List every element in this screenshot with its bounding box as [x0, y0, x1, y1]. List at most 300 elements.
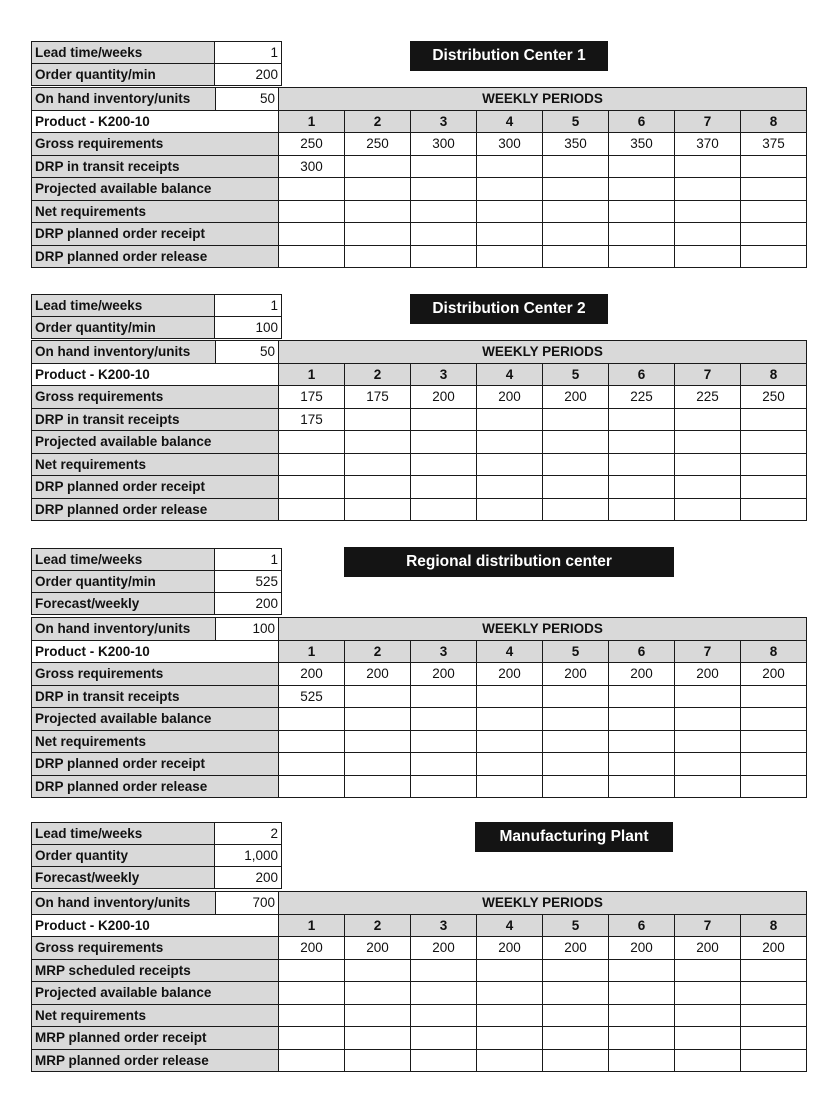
table-row — [32, 200, 807, 223]
grid-cell[interactable] — [477, 431, 543, 454]
grid-cell[interactable] — [477, 178, 543, 201]
grid-cell[interactable]: 200 — [543, 386, 609, 409]
grid-cell[interactable] — [741, 959, 807, 982]
params-table — [31, 41, 282, 86]
table-row — [32, 937, 807, 960]
grid-cell[interactable] — [609, 775, 675, 798]
grid-cell[interactable] — [741, 223, 807, 246]
period-number: 4 — [477, 640, 543, 663]
grid-cell[interactable]: 200 — [609, 937, 675, 960]
grid-cell[interactable] — [675, 775, 741, 798]
grid-cell[interactable] — [411, 1027, 477, 1050]
period-number: 3 — [411, 914, 477, 937]
grid-cell[interactable] — [543, 155, 609, 178]
period-number: 5 — [543, 914, 609, 937]
grid-cell[interactable] — [477, 730, 543, 753]
row-label: DRP in transit receipts — [32, 408, 279, 431]
period-number: 7 — [675, 363, 741, 386]
grid-cell[interactable] — [345, 775, 411, 798]
grid-cell[interactable] — [477, 245, 543, 268]
grid-cell[interactable] — [609, 1027, 675, 1050]
grid-cell[interactable] — [345, 476, 411, 499]
grid-cell[interactable] — [741, 708, 807, 731]
grid-cell[interactable] — [609, 685, 675, 708]
grid-cell[interactable] — [477, 498, 543, 521]
table-row — [32, 133, 807, 156]
period-number-row — [32, 363, 807, 386]
row-label: DRP planned order receipt — [32, 753, 279, 776]
grid-cell[interactable] — [609, 431, 675, 454]
block-title: Manufacturing Plant — [475, 822, 673, 852]
grid-cell[interactable] — [609, 982, 675, 1005]
grid-cell[interactable] — [477, 685, 543, 708]
grid-cell[interactable] — [543, 730, 609, 753]
grid-cell[interactable] — [741, 431, 807, 454]
grid-cell[interactable]: 200 — [345, 663, 411, 686]
grid-cell[interactable] — [411, 1004, 477, 1027]
grid-cell[interactable] — [411, 730, 477, 753]
grid-cell[interactable] — [609, 245, 675, 268]
param-label: Order quantity/min — [32, 317, 215, 339]
grid-cell[interactable] — [609, 223, 675, 246]
table-row — [32, 959, 807, 982]
row-label: Projected available balance — [32, 982, 279, 1005]
grid-cell[interactable] — [279, 708, 345, 731]
grid-cell[interactable]: 200 — [411, 937, 477, 960]
table-row — [32, 685, 807, 708]
grid-cell[interactable] — [609, 453, 675, 476]
param-label: Lead time/weeks — [32, 42, 215, 64]
grid-cell[interactable] — [477, 982, 543, 1005]
grid-cell[interactable] — [345, 155, 411, 178]
grid-cell[interactable]: 225 — [609, 386, 675, 409]
table-row — [32, 498, 807, 521]
param-row — [32, 295, 282, 317]
grid-cell[interactable] — [345, 431, 411, 454]
grid-cell[interactable] — [675, 476, 741, 499]
grid-cell[interactable]: 200 — [675, 663, 741, 686]
grid-cell[interactable] — [411, 1049, 477, 1072]
grid-cell[interactable]: 200 — [543, 937, 609, 960]
grid-cell[interactable] — [675, 685, 741, 708]
param-row — [32, 867, 282, 889]
grid-cell[interactable]: 200 — [609, 663, 675, 686]
period-number: 5 — [543, 363, 609, 386]
period-number: 2 — [345, 640, 411, 663]
grid-cell[interactable]: 200 — [279, 937, 345, 960]
grid-cell[interactable] — [675, 959, 741, 982]
param-label: On hand inventory/units — [32, 618, 216, 641]
grid-cell[interactable] — [543, 431, 609, 454]
grid-cell[interactable] — [675, 1049, 741, 1072]
row-label: DRP in transit receipts — [32, 155, 279, 178]
grid-cell[interactable]: 200 — [741, 663, 807, 686]
param-value: 1 — [215, 295, 282, 317]
grid-cell[interactable] — [279, 200, 345, 223]
grid-cell[interactable] — [543, 1004, 609, 1027]
param-label: Order quantity — [32, 845, 215, 867]
period-number-row — [32, 110, 807, 133]
table-row — [32, 386, 807, 409]
grid-cell[interactable]: 200 — [411, 386, 477, 409]
period-number: 2 — [345, 363, 411, 386]
weekly-periods-row — [32, 892, 807, 915]
grid-cell[interactable] — [411, 708, 477, 731]
period-number: 4 — [477, 914, 543, 937]
grid-cell[interactable]: 225 — [675, 386, 741, 409]
grid-cell[interactable] — [741, 200, 807, 223]
period-number: 8 — [741, 110, 807, 133]
grid-cell[interactable]: 250 — [279, 133, 345, 156]
param-label: Lead time/weeks — [32, 823, 215, 845]
grid-cell[interactable] — [279, 245, 345, 268]
param-row — [32, 42, 282, 64]
grid-cell[interactable] — [543, 708, 609, 731]
weekly-periods-row — [32, 341, 807, 364]
period-number: 4 — [477, 110, 543, 133]
grid-cell[interactable] — [543, 1049, 609, 1072]
period-number: 6 — [609, 363, 675, 386]
grid-cell[interactable] — [675, 431, 741, 454]
grid-cell[interactable] — [279, 453, 345, 476]
grid-cell[interactable] — [543, 178, 609, 201]
grid-cell[interactable] — [279, 1049, 345, 1072]
grid-cell[interactable] — [411, 408, 477, 431]
grid-cell[interactable] — [543, 982, 609, 1005]
grid-cell[interactable] — [345, 498, 411, 521]
grid-cell[interactable] — [477, 476, 543, 499]
grid-cell[interactable] — [279, 1027, 345, 1050]
grid-cell[interactable] — [675, 730, 741, 753]
grid-cell[interactable]: 300 — [411, 133, 477, 156]
row-label: DRP planned order release — [32, 775, 279, 798]
grid-cell[interactable] — [411, 753, 477, 776]
period-number: 4 — [477, 363, 543, 386]
grid-cell[interactable]: 175 — [279, 408, 345, 431]
grid-cell[interactable] — [477, 1049, 543, 1072]
row-label: Projected available balance — [32, 708, 279, 731]
grid-cell[interactable] — [609, 476, 675, 499]
param-row — [32, 571, 282, 593]
grid-cell[interactable]: 525 — [279, 685, 345, 708]
product-label: Product - K200-10 — [32, 640, 279, 663]
grid-cell[interactable] — [675, 408, 741, 431]
grid-cell[interactable]: 370 — [675, 133, 741, 156]
grid-cell[interactable] — [543, 685, 609, 708]
grid-cell[interactable] — [675, 245, 741, 268]
param-label: Forecast/weekly — [32, 593, 215, 615]
grid-cell[interactable] — [345, 200, 411, 223]
grid-cell[interactable]: 250 — [741, 386, 807, 409]
grid-cell[interactable] — [411, 959, 477, 982]
grid-cell[interactable] — [609, 753, 675, 776]
grid-cell[interactable] — [477, 155, 543, 178]
grid-cell[interactable] — [345, 1004, 411, 1027]
grid-cell[interactable] — [741, 178, 807, 201]
table-row — [32, 245, 807, 268]
block-title: Regional distribution center — [344, 547, 674, 577]
grid-cell[interactable]: 200 — [345, 937, 411, 960]
table-row — [32, 982, 807, 1005]
grid-cell[interactable] — [741, 730, 807, 753]
grid-cell[interactable]: 200 — [741, 937, 807, 960]
grid-cell[interactable] — [741, 1004, 807, 1027]
table-row — [32, 730, 807, 753]
table-row — [32, 431, 807, 454]
grid-cell[interactable] — [477, 1004, 543, 1027]
param-label: Forecast/weekly — [32, 867, 215, 889]
grid-cell[interactable] — [477, 708, 543, 731]
grid-cell[interactable] — [279, 431, 345, 454]
grid-cell[interactable] — [609, 200, 675, 223]
product-label: Product - K200-10 — [32, 110, 279, 133]
grid-cell[interactable] — [345, 1049, 411, 1072]
table-row — [32, 453, 807, 476]
param-label: On hand inventory/units — [32, 341, 216, 364]
grid-cell[interactable] — [543, 476, 609, 499]
grid-cell[interactable] — [543, 1027, 609, 1050]
param-value: 50 — [216, 88, 279, 111]
grid-cell[interactable] — [477, 200, 543, 223]
param-value: 200 — [215, 867, 282, 889]
grid-cell[interactable] — [741, 775, 807, 798]
grid-cell[interactable] — [345, 223, 411, 246]
grid-cell[interactable] — [477, 753, 543, 776]
grid-cell[interactable] — [477, 959, 543, 982]
row-label: Gross requirements — [32, 663, 279, 686]
grid-cell[interactable] — [411, 982, 477, 1005]
grid-cell[interactable] — [675, 453, 741, 476]
grid-cell[interactable] — [345, 453, 411, 476]
grid-cell[interactable] — [543, 223, 609, 246]
row-label: Net requirements — [32, 1004, 279, 1027]
grid-cell[interactable] — [345, 178, 411, 201]
grid-cell[interactable]: 350 — [543, 133, 609, 156]
weekly-periods-row — [32, 618, 807, 641]
param-label: Order quantity/min — [32, 64, 215, 86]
grid-cell[interactable] — [411, 498, 477, 521]
grid-cell[interactable]: 350 — [609, 133, 675, 156]
grid-cell[interactable] — [279, 775, 345, 798]
grid-cell[interactable] — [741, 753, 807, 776]
grid-cell[interactable] — [675, 753, 741, 776]
param-row — [32, 317, 282, 339]
grid-cell[interactable] — [741, 408, 807, 431]
param-value: 50 — [216, 341, 279, 364]
grid-cell[interactable] — [279, 730, 345, 753]
param-row — [32, 593, 282, 615]
grid-cell[interactable] — [543, 775, 609, 798]
grid-cell[interactable] — [279, 476, 345, 499]
param-label: Lead time/weeks — [32, 295, 215, 317]
grid-cell[interactable] — [741, 476, 807, 499]
grid-cell[interactable] — [411, 775, 477, 798]
grid-cell[interactable] — [345, 959, 411, 982]
period-number: 5 — [543, 110, 609, 133]
param-label: On hand inventory/units — [32, 88, 216, 111]
grid-cell[interactable] — [609, 1004, 675, 1027]
grid-cell[interactable] — [279, 959, 345, 982]
param-value: 200 — [215, 593, 282, 615]
grid-cell[interactable] — [411, 453, 477, 476]
grid-cell[interactable]: 200 — [279, 663, 345, 686]
grid-cell[interactable] — [741, 155, 807, 178]
grid-cell[interactable] — [675, 155, 741, 178]
table-row — [32, 663, 807, 686]
grid-cell[interactable] — [411, 431, 477, 454]
grid-cell[interactable] — [477, 453, 543, 476]
grid-cell[interactable] — [609, 155, 675, 178]
grid-cell[interactable] — [345, 753, 411, 776]
grid-cell[interactable] — [609, 708, 675, 731]
grid-cell[interactable]: 300 — [477, 133, 543, 156]
param-value: 1,000 — [215, 845, 282, 867]
period-number: 6 — [609, 110, 675, 133]
grid-cell[interactable] — [477, 1027, 543, 1050]
period-number: 2 — [345, 110, 411, 133]
grid-cell[interactable]: 175 — [345, 386, 411, 409]
grid-cell[interactable] — [543, 453, 609, 476]
period-number: 5 — [543, 640, 609, 663]
period-number: 3 — [411, 363, 477, 386]
requirements-grid — [31, 87, 807, 268]
param-value: 700 — [216, 892, 279, 915]
grid-cell[interactable] — [741, 982, 807, 1005]
table-row — [32, 708, 807, 731]
row-label: DRP planned order receipt — [32, 223, 279, 246]
grid-cell[interactable] — [543, 753, 609, 776]
grid-cell[interactable] — [741, 453, 807, 476]
row-label: MRP planned order receipt — [32, 1027, 279, 1050]
grid-cell[interactable] — [741, 498, 807, 521]
grid-cell[interactable]: 250 — [345, 133, 411, 156]
row-label: DRP planned order receipt — [32, 476, 279, 499]
grid-cell[interactable] — [675, 708, 741, 731]
grid-cell[interactable] — [543, 245, 609, 268]
grid-cell[interactable]: 375 — [741, 133, 807, 156]
param-value: 100 — [216, 618, 279, 641]
row-label: DRP in transit receipts — [32, 685, 279, 708]
grid-cell[interactable] — [477, 775, 543, 798]
grid-cell[interactable] — [609, 498, 675, 521]
table-row — [32, 753, 807, 776]
grid-cell[interactable] — [279, 178, 345, 201]
grid-cell[interactable] — [345, 708, 411, 731]
period-number: 7 — [675, 110, 741, 133]
grid-cell[interactable]: 200 — [543, 663, 609, 686]
grid-cell[interactable]: 300 — [279, 155, 345, 178]
requirements-grid — [31, 891, 807, 1072]
weekly-periods-header: WEEKLY PERIODS — [279, 341, 807, 364]
grid-cell[interactable] — [675, 178, 741, 201]
grid-cell[interactable]: 200 — [675, 937, 741, 960]
grid-cell[interactable] — [477, 223, 543, 246]
grid-cell[interactable] — [675, 1027, 741, 1050]
grid-cell[interactable] — [543, 959, 609, 982]
grid-cell[interactable] — [675, 498, 741, 521]
grid-cell[interactable] — [543, 408, 609, 431]
grid-cell[interactable] — [477, 408, 543, 431]
grid-cell[interactable] — [411, 476, 477, 499]
grid-cell[interactable] — [609, 408, 675, 431]
grid-cell[interactable]: 200 — [477, 386, 543, 409]
grid-cell[interactable] — [609, 178, 675, 201]
grid-cell[interactable] — [675, 1004, 741, 1027]
table-row — [32, 476, 807, 499]
grid-cell[interactable] — [741, 1027, 807, 1050]
grid-cell[interactable] — [345, 408, 411, 431]
grid-cell[interactable] — [345, 245, 411, 268]
param-value: 1 — [215, 549, 282, 571]
row-label: Net requirements — [32, 453, 279, 476]
row-label: MRP scheduled receipts — [32, 959, 279, 982]
grid-cell[interactable] — [279, 982, 345, 1005]
period-number: 3 — [411, 640, 477, 663]
period-number: 6 — [609, 914, 675, 937]
grid-cell[interactable] — [345, 982, 411, 1005]
grid-cell[interactable] — [543, 200, 609, 223]
row-label: MRP planned order release — [32, 1049, 279, 1072]
requirements-grid — [31, 617, 807, 798]
row-label: Net requirements — [32, 200, 279, 223]
grid-cell[interactable] — [279, 753, 345, 776]
table-row — [32, 1004, 807, 1027]
grid-cell[interactable] — [411, 178, 477, 201]
param-row — [32, 823, 282, 845]
grid-cell[interactable] — [279, 223, 345, 246]
grid-cell[interactable] — [279, 498, 345, 521]
grid-cell[interactable] — [345, 1027, 411, 1050]
grid-cell[interactable] — [675, 223, 741, 246]
period-number: 7 — [675, 914, 741, 937]
grid-cell[interactable] — [411, 685, 477, 708]
grid-cell[interactable] — [675, 982, 741, 1005]
weekly-periods-header: WEEKLY PERIODS — [279, 892, 807, 915]
grid-cell[interactable] — [741, 245, 807, 268]
grid-cell[interactable] — [345, 685, 411, 708]
product-label: Product - K200-10 — [32, 363, 279, 386]
block-title: Distribution Center 1 — [410, 41, 608, 71]
grid-cell[interactable] — [411, 223, 477, 246]
requirements-grid — [31, 340, 807, 521]
grid-cell[interactable]: 175 — [279, 386, 345, 409]
row-label: Gross requirements — [32, 133, 279, 156]
param-row — [32, 64, 282, 86]
table-row — [32, 178, 807, 201]
grid-cell[interactable] — [609, 959, 675, 982]
grid-cell[interactable]: 200 — [477, 663, 543, 686]
grid-cell[interactable] — [741, 1049, 807, 1072]
grid-cell[interactable] — [741, 685, 807, 708]
grid-cell[interactable] — [411, 245, 477, 268]
grid-cell[interactable] — [411, 155, 477, 178]
grid-cell[interactable] — [543, 498, 609, 521]
grid-cell[interactable] — [345, 730, 411, 753]
grid-cell[interactable] — [609, 1049, 675, 1072]
grid-cell[interactable] — [675, 200, 741, 223]
grid-cell[interactable] — [279, 1004, 345, 1027]
row-label: Gross requirements — [32, 937, 279, 960]
grid-cell[interactable]: 200 — [411, 663, 477, 686]
grid-cell[interactable]: 200 — [477, 937, 543, 960]
period-number: 1 — [279, 640, 345, 663]
weekly-periods-row — [32, 88, 807, 111]
period-number: 3 — [411, 110, 477, 133]
grid-cell[interactable] — [609, 730, 675, 753]
weekly-periods-header: WEEKLY PERIODS — [279, 88, 807, 111]
period-number-row — [32, 640, 807, 663]
grid-cell[interactable] — [411, 200, 477, 223]
